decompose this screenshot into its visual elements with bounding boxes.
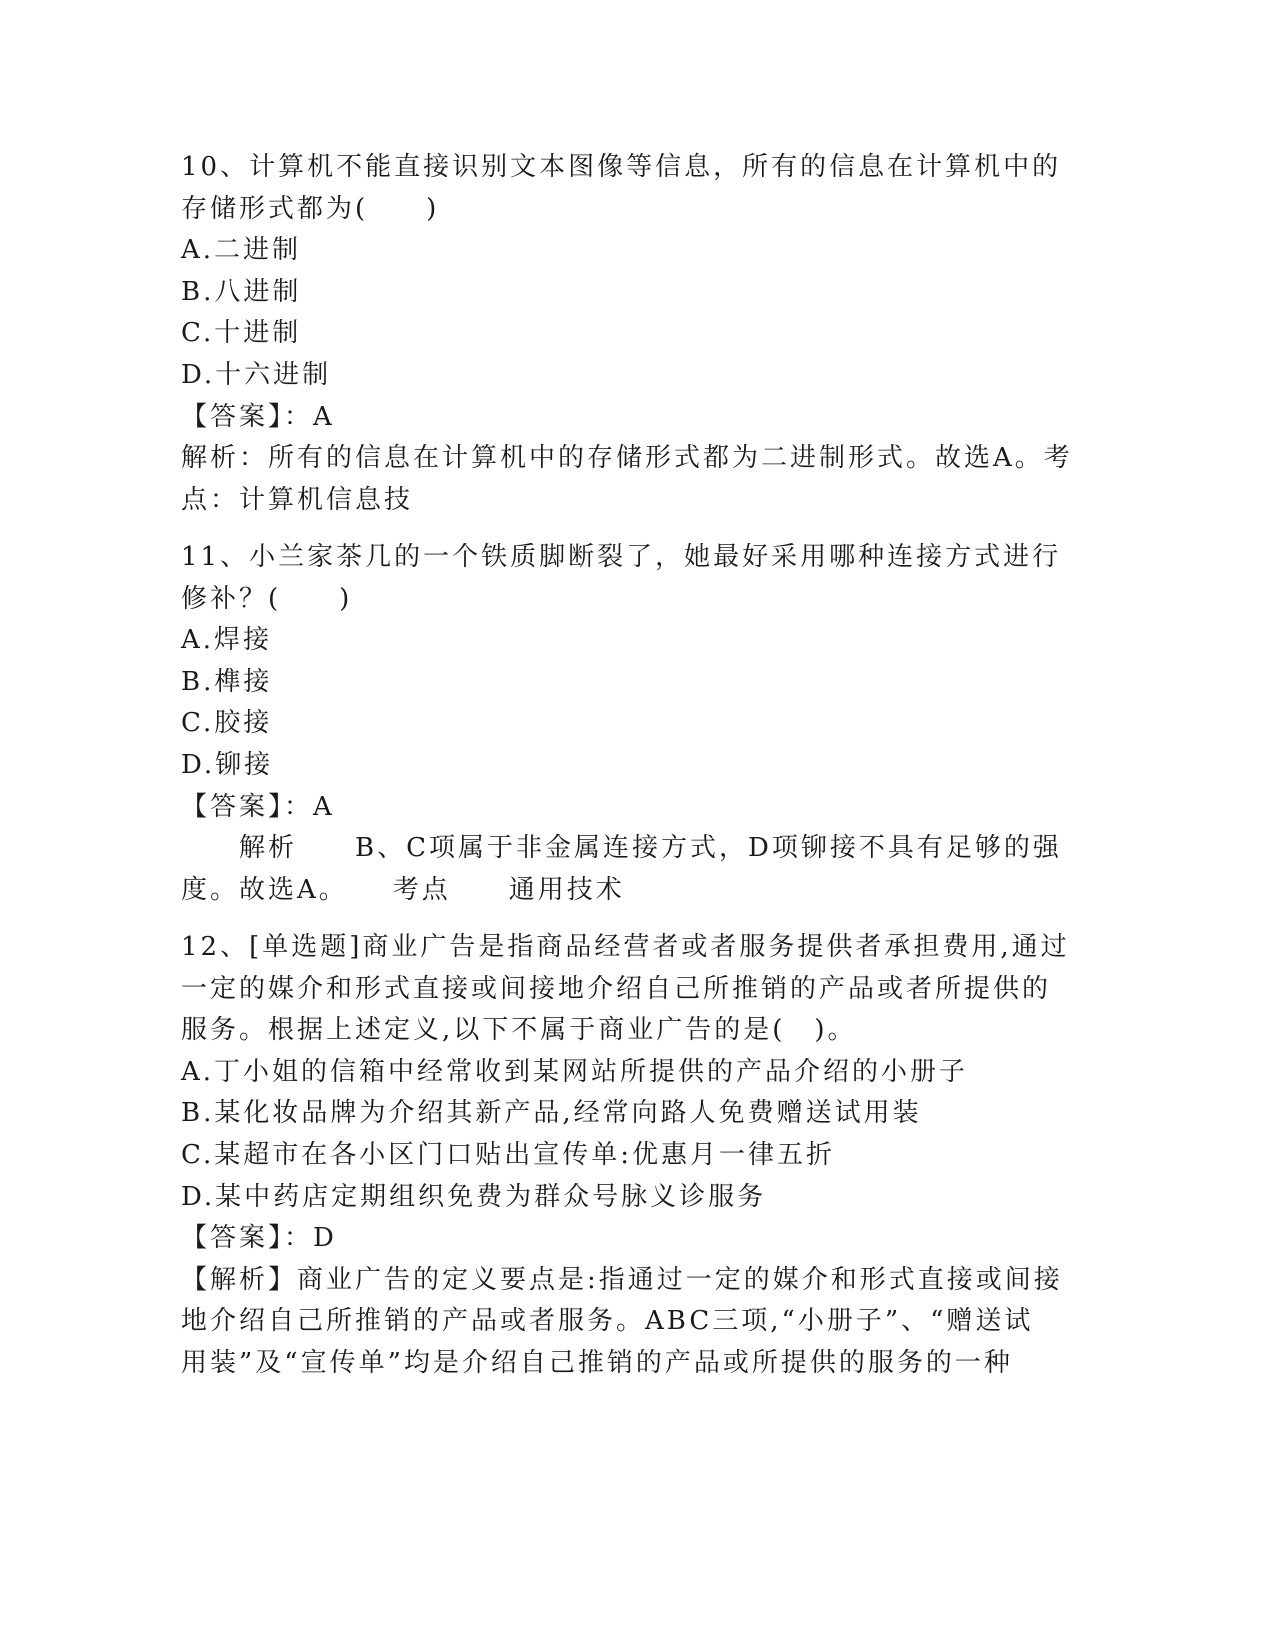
question-11	[181, 537, 1062, 911]
question-stem: 修补？( )	[181, 583, 353, 614]
question-stem: 12、[单选题]商业广告是指商品经营者或者服务提供者承担费用,通过	[181, 932, 1070, 962]
option-c: C.胶接	[181, 708, 273, 739]
option-d: D.某中药店定期组织免费为群众号脉义诊服务	[181, 1181, 767, 1212]
analysis: 用装”及“宣传单”均是介绍自己推销的产品或所提供的服务的一种	[181, 1347, 1013, 1378]
option-a: A.丁小姐的信箱中经常收到某网站所提供的产品介绍的小册子	[181, 1056, 969, 1087]
option-d: D.铆接	[181, 749, 274, 780]
question-stem: 一定的媒介和形式直接或间接地介绍自己所推销的产品或者所提供的	[181, 973, 1052, 1004]
analysis: 点：计算机信息技	[181, 484, 414, 515]
question-stem: 10、计算机不能直接识别文本图像等信息，所有的信息在计算机中的	[181, 152, 1062, 182]
analysis: 解析 B、C项属于非金属连接方式，D项铆接不具有足够的强	[181, 833, 1062, 864]
answer: 【答案】：A	[181, 401, 335, 432]
analysis: 解析：所有的信息在计算机中的存储形式都为二进制形式。故选A。考	[181, 443, 1073, 474]
option-a: A.焊接	[181, 625, 273, 656]
analysis: 度。故选A。 考点 通用技术	[181, 874, 625, 905]
option-a: A.二进制	[181, 235, 302, 266]
option-b: B.榫接	[181, 666, 273, 697]
analysis: 【解析】商业广告的定义要点是:指通过一定的媒介和形式直接或间接	[181, 1264, 1063, 1295]
answer: 【答案】：A	[181, 791, 335, 822]
answer: 【答案】：D	[181, 1223, 337, 1254]
option-b: B.某化妆品牌为介绍其新产品,经常向路人免费赠送试用装	[181, 1098, 922, 1129]
question-stem: 服务。根据上述定义,以下不属于商业广告的是( )。	[181, 1015, 857, 1046]
question-stem: 11、小兰家茶几的一个铁质脚断裂了，她最好采用哪种连接方式进行	[181, 542, 1062, 572]
option-b: B.八进制	[181, 276, 302, 307]
option-c: C.某超市在各小区门口贴出宣传单:优惠月一律五折	[181, 1139, 835, 1170]
option-c: C.十进制	[181, 318, 302, 349]
option-d: D.十六进制	[181, 359, 332, 390]
question-10	[181, 147, 1073, 521]
question-stem: 存储形式都为( )	[181, 193, 440, 224]
analysis: 地介绍自己所推销的产品或者服务。ABC三项,“小册子”、“赠送试	[181, 1306, 1034, 1337]
question-12	[181, 927, 1070, 1385]
